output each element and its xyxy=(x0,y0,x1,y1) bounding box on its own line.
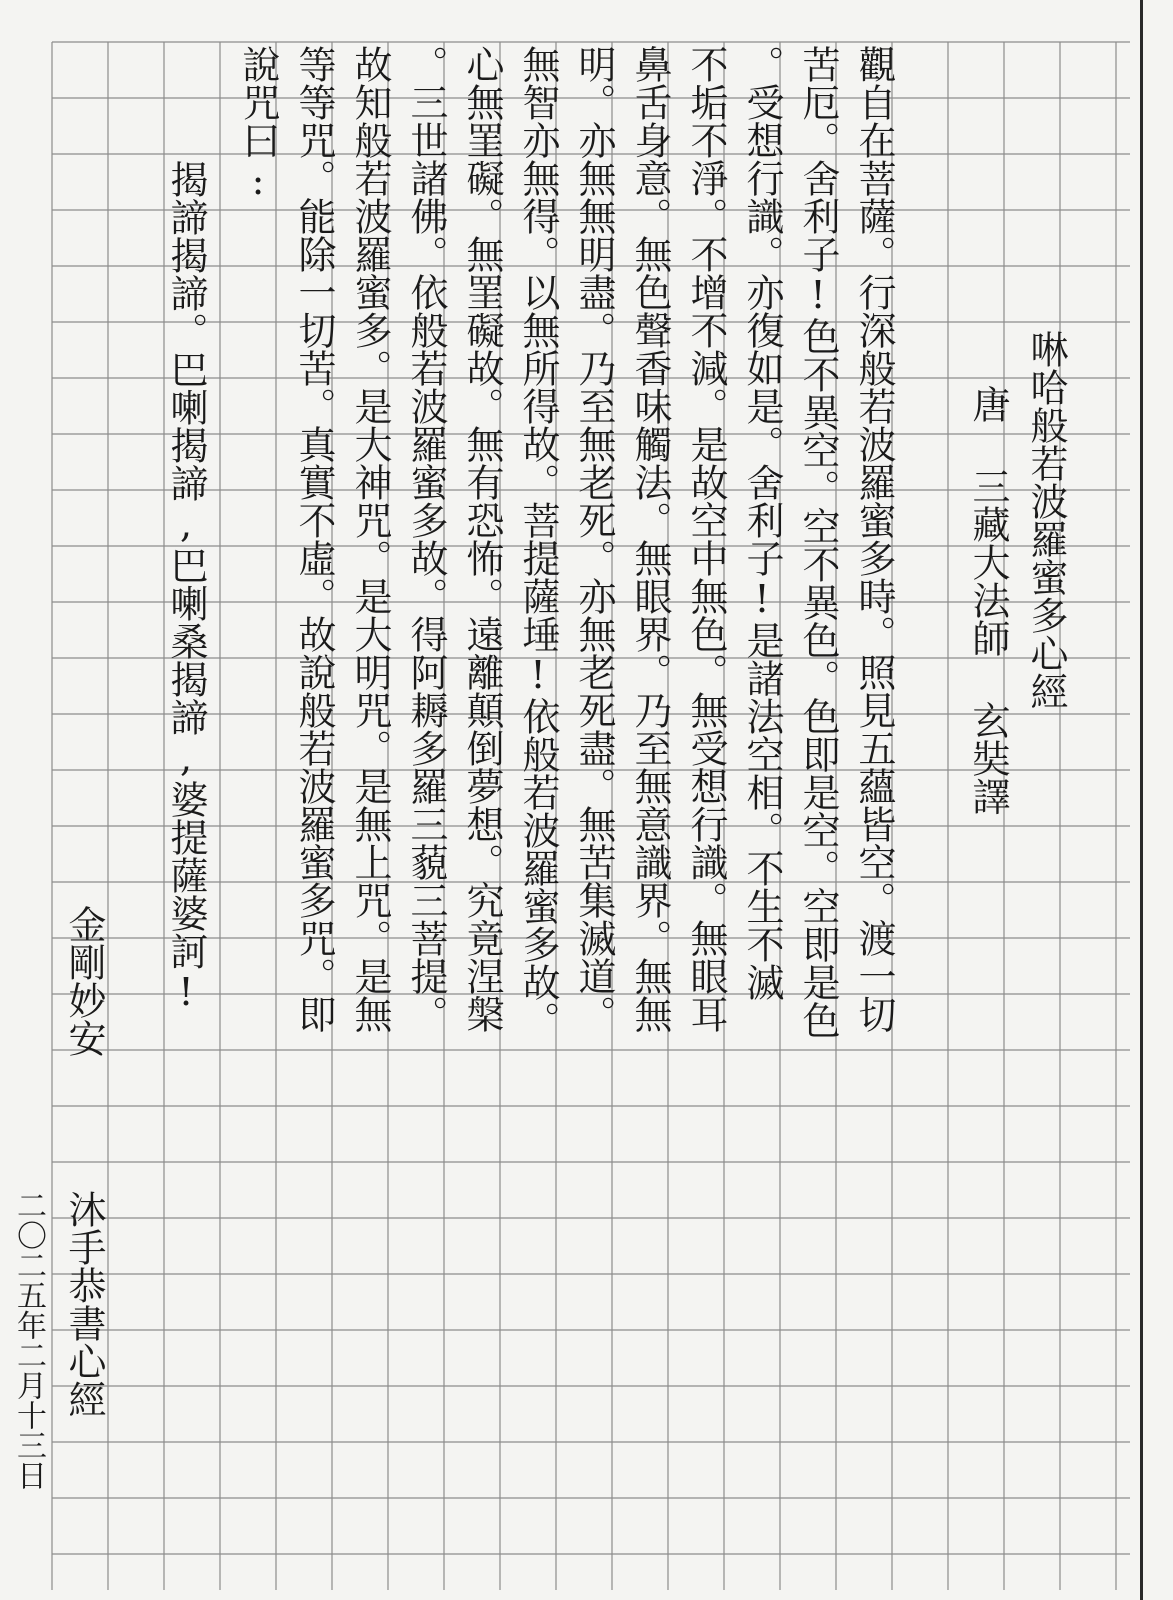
sutra-column-9: 。三世諸佛。依般若波羅蜜多故。得阿耨多羅三藐三菩提。 xyxy=(404,45,448,1033)
sutra-column-10: 故知般若波羅蜜多。是大神咒。是大明咒。是無上咒。是無 xyxy=(348,45,392,1033)
mantra-column: 揭諦揭諦。巴喇揭諦,巴喇桑揭諦,婆提薩婆訶! xyxy=(164,160,208,1014)
sutra-column-5: 鼻舌身意。無色聲香味觸法。無眼界。乃至無意識界。無無 xyxy=(628,45,672,1033)
sutra-column-8: 心無罣礙。無罣礙故。無有恐怖。遠離顛倒夢想。究竟涅槃 xyxy=(460,45,504,1033)
calligrapher-signature: 金剛妙安 xyxy=(62,905,106,1057)
sutra-column-7: 無智亦無得。以無所得故。菩提薩埵!依般若波羅蜜多故。 xyxy=(516,45,560,1039)
sutra-title: 啉哈般若波羅蜜多心經 xyxy=(1024,330,1068,710)
sutra-column-11: 等等咒。能除一切苦。真實不虛。故說般若波羅蜜多咒。即 xyxy=(292,45,336,1033)
sutra-column-3: 。受想行識。亦復如是。舍利子!是諸法空相。不生不滅 xyxy=(740,45,784,1001)
sutra-column-1: 觀自在菩薩。行深般若波羅蜜多時。照見五蘊皆空。渡一切 xyxy=(852,45,896,1033)
sutra-column-4: 不垢不淨。不增不減。是故空中無色。無受想行識。無眼耳 xyxy=(684,45,728,1033)
date-inscription: 二〇二五年二月十三日 xyxy=(11,1190,46,1490)
translator-line: 唐 三藏大法師 玄奘譯 xyxy=(966,385,1010,815)
page-edge-right xyxy=(1140,0,1143,1600)
colophon: 沐手恭書心經 xyxy=(62,1190,106,1418)
sutra-column-6: 明。亦無無明盡。乃至無老死。亦無老死盡。無苦集滅道。 xyxy=(572,45,616,1033)
sutra-column-2: 苦厄。舍利子!色不異空。空不異色。色即是空。空即是色 xyxy=(796,45,840,1039)
sutra-column-12: 說咒曰: xyxy=(236,45,280,203)
